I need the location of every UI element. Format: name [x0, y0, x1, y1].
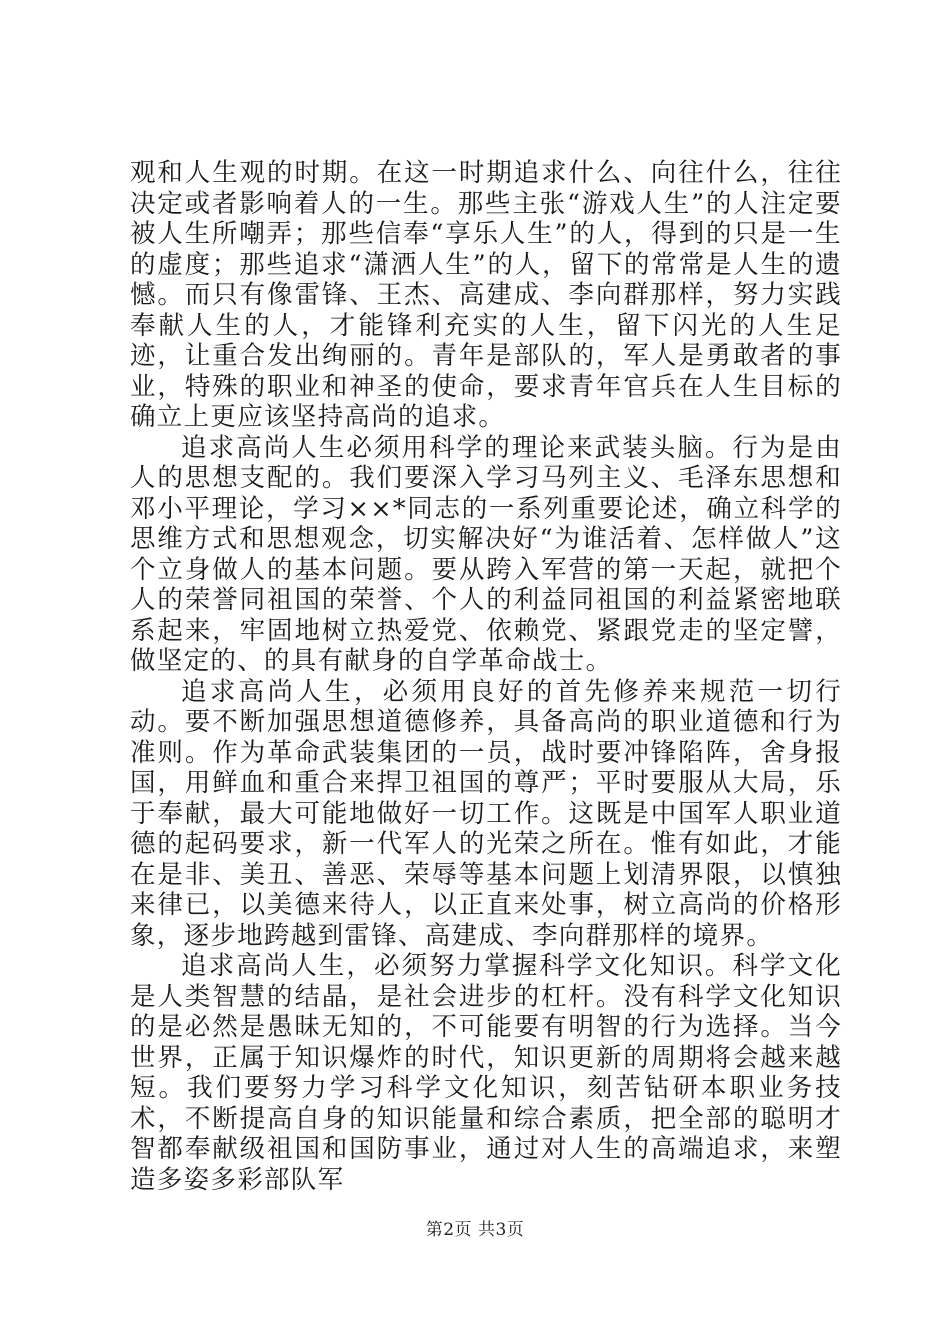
paragraph-2: 追求高尚人生必须用科学的理论来武装头脑。行为是由人的思想支配的。我们要深入学习马列主义、毛泽东思想和邓小平理论，学习××*同志的一系列重要论述，确立科学的思维方式和思想观念，切实解决好“为谁活着、怎样做人”这个立身做人的基本问题。要从跨入军营的第一天起，就把个人的荣誉同祖国的荣誉、个人的利益同祖国的利益紧密地联系起来，牢固地树立热爱党、依赖党、紧跟党走的坚定譬，做坚定的、的具有献身的自学革命战士。 — [130, 432, 842, 676]
paragraph-1: 观和人生观的时期。在这一时期追求什么、向往什么，往往决定或者影响着人的一生。那些主张“游戏人生”的人注定要被人生所嘲弄；那些信奉“享乐人生”的人，得到的只是一生的虚度；那些追求“潇洒人生”的人，留下的常常是人生的遗憾。而只有像雷锋、王杰、高建成、李向群那样，努力实践奉献人生的人，才能锋利充实的人生，留下闪光的人生足迹，让重合发出绚丽的。青年是部队的，军人是勇敢者的事业，特殊的职业和神圣的使命，要求青年官兵在人生目标的确立上更应该坚持高尚的追求。 — [130, 158, 842, 432]
document-body — [130, 158, 842, 1195]
page-footer: 第2页 共3页 — [425, 1220, 525, 1240]
paragraph-3: 追求高尚人生，必须用良好的首先修养来规范一切行动。要不断加强思想道德修养，具备高尚的职业道德和行为准则。作为革命武装集团的一员，战时要冲锋陷阵，舍身报国，用鲜血和重合来捍卫祖国的尊严；平时要服从大局，乐于奉献，最大可能地做好一切工作。这既是中国军人职业道德的起码要求，新一代军人的光荣之所在。惟有如此，才能在是非、美丑、善恶、荣辱等基本问题上划清界限，以慎独来律已，以美德来待人，以正直来处事，树立高尚的价格形象，逐步地跨越到雷锋、高建成、李向群那样的境界。 — [130, 676, 842, 951]
paragraph-4: 追求高尚人生，必须努力掌握科学文化知识。科学文化是人类智慧的结晶，是社会进步的杠杆。没有科学文化知识的是必然是愚昧无知的，不可能要有明智的行为选择。当今世界，正属于知识爆炸的时代，知识更新的周期将会越来越短。我们要努力学习科学文化知识，刻苦钻研本职业务技术，不断提高自身的知识能量和综合素质，把全部的聪明才智都奉献级祖国和国防事业，通过对人生的高端追求，来塑造多姿多彩部队军 — [130, 951, 842, 1195]
